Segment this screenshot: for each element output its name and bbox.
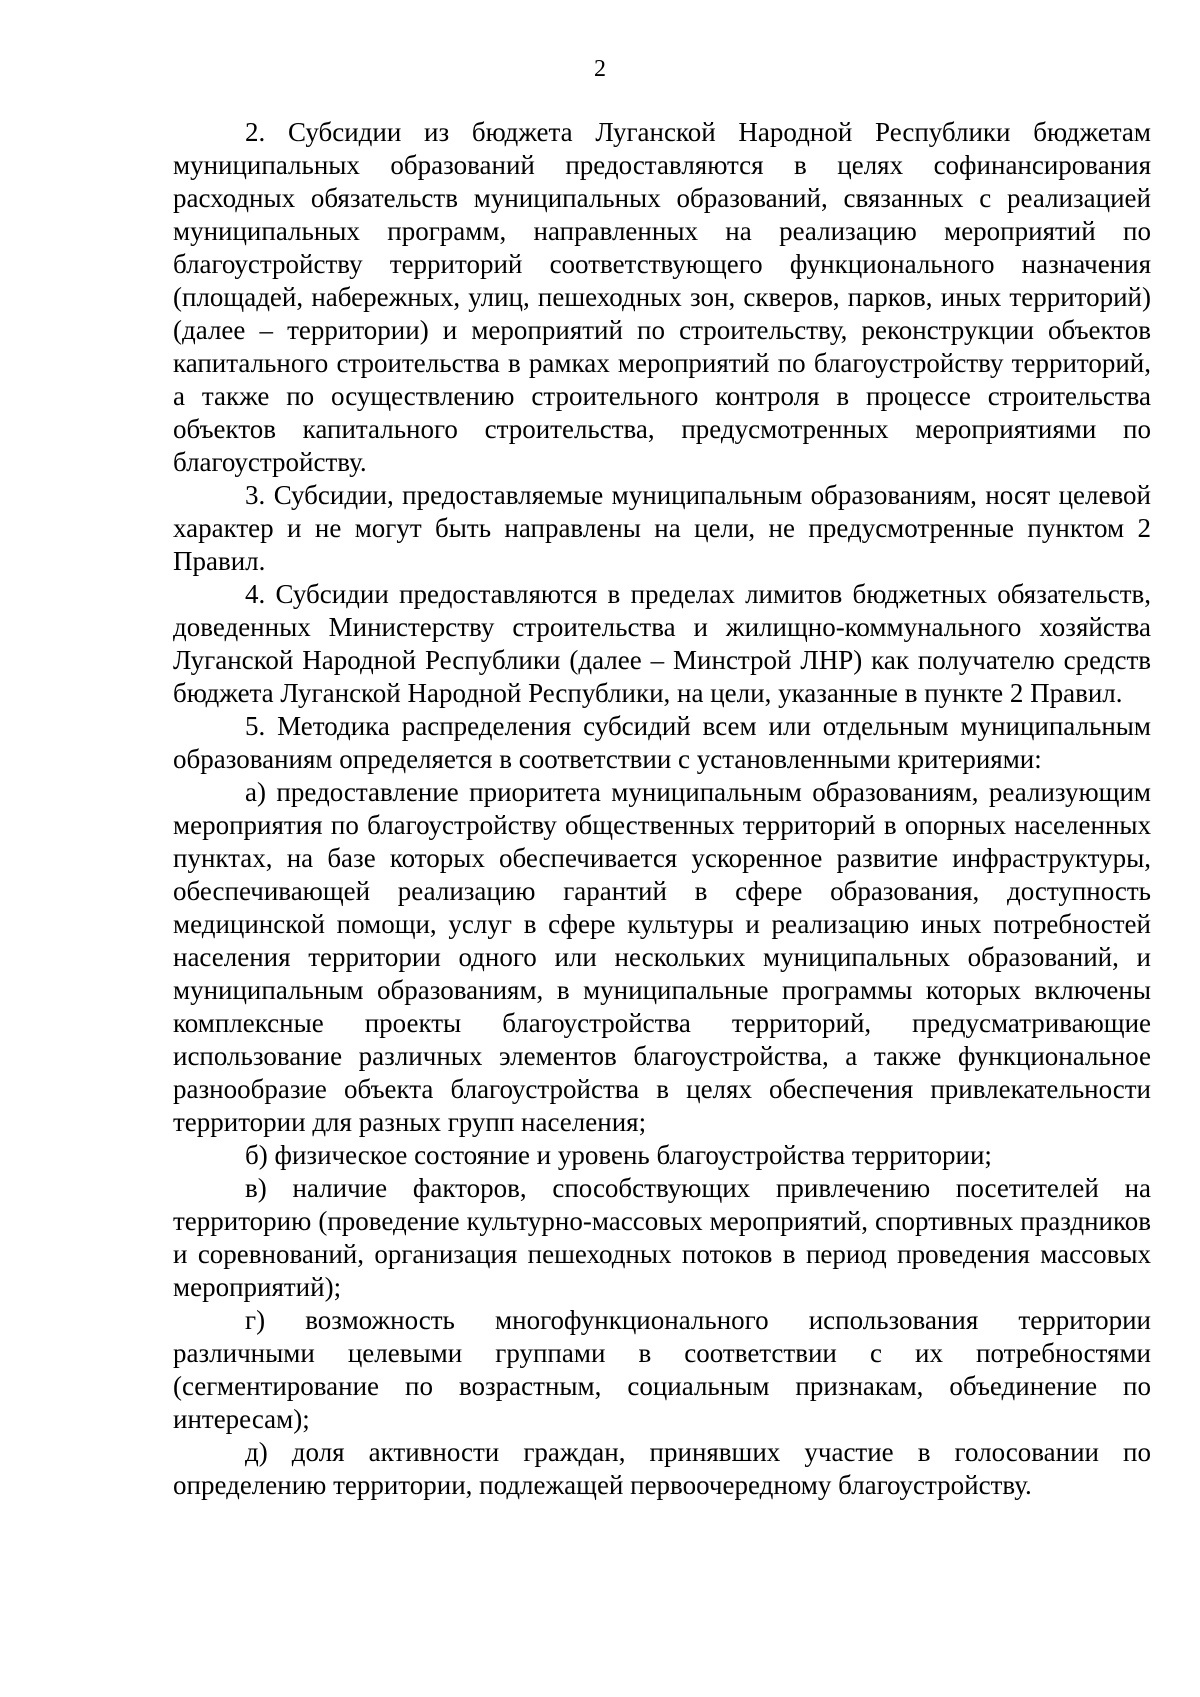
criterion-b: б) физическое состояние и уровень благоустройства территории; (245, 1140, 992, 1170)
criterion-d: д) доля активности граждан, принявших участие в голосовании по определению территории, подлежащей первоочередному благоустройству. (173, 1437, 1151, 1500)
criterion-g: г) возможность многофункционального использования территории различными целевыми группами в соответствии с их потребностями (сегментирование по возрастным, социальным признакам, объединение по интересам); (173, 1305, 1151, 1434)
criterion-v: в) наличие факторов, способствующих привлечению посетителей на территорию (проведение культурно-массовых мероприятий, спортивных праздников и соревнований, организация пешеходных потоков в период проведения массовых мероприятий); (173, 1173, 1151, 1302)
paragraph-3: 3. Субсидии, предоставляемые муниципальным образованиям, носят целевой характер и не могут быть направлены на цели, не предусмотренные пунктом 2 Правил. (173, 480, 1151, 576)
document-body (173, 116, 1151, 1502)
paragraph-5: 5. Методика распределения субсидий всем или отдельным муниципальным образованиям определяется в соответствии с установленными критериями: (173, 711, 1151, 774)
criterion-a: а) предоставление приоритета муниципальным образованиям, реализующим мероприятия по благоустройству общественных территорий в опорных населенных пунктах, на базе которых обеспечивается ускоренное развитие инфраструктуры, обеспечивающей реализацию гарантий в сфере образования, доступность медицинской помощи, услуг в сфере культуры и реализацию иных потребностей населения территории одного или нескольких муниципальных образований, и муниципальным образованиям, в муниципальные программы которых включены комплексные проекты благоустройства территорий, предусматривающие использование различных элементов благоустройства, а также функциональное разнообразие объекта благоустройства в целях обеспечения привлекательности территории для разных групп населения; (173, 777, 1151, 1137)
page-number: 2 (594, 56, 606, 82)
paragraph-4: 4. Субсидии предоставляются в пределах лимитов бюджетных обязательств, доведенных Министерству строительства и жилищно-коммунального хозяйства Луганской Народной Республики (далее – Минстрой ЛНР) как получателю средств бюджета Луганской Народной Республики, на цели, указанные в пункте 2 Правил. (173, 579, 1151, 708)
paragraph-2: 2. Субсидии из бюджета Луганской Народной Республики бюджетам муниципальных образований предоставляются в целях софинансирования расходных обязательств муниципальных образований, связанных с реализацией муниципальных программ, направленных на реализацию мероприятий по благоустройству территорий соответствующего функционального назначения (площадей, набережных, улиц, пешеходных зон, скверов, парков, иных территорий) (далее – территории) и мероприятий по строительству, реконструкции объектов капитального строительства в рамках мероприятий по благоустройству территорий, а также по осуществлению строительного контроля в процессе строительства объектов капитального строительства, предусмотренных мероприятиями по благоустройству. (173, 117, 1151, 477)
